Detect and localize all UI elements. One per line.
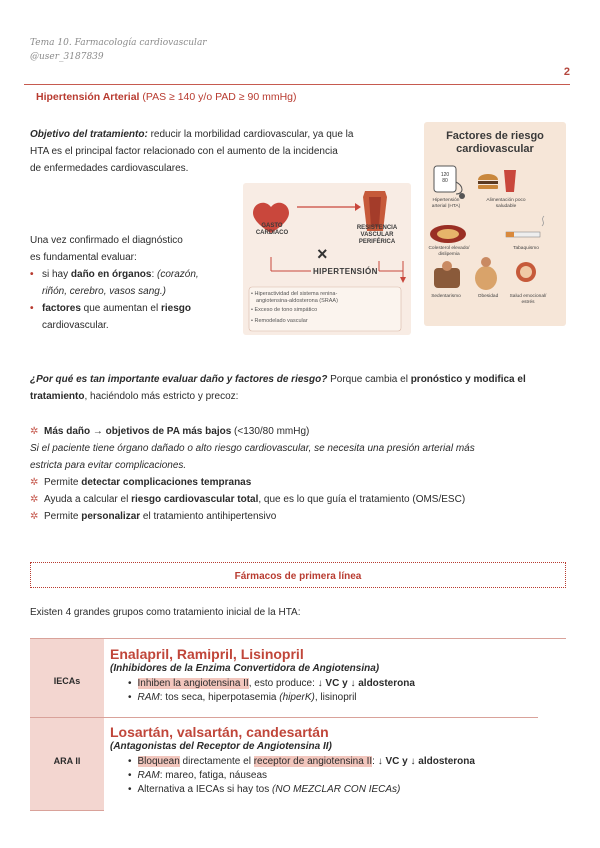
ara-b1-highlight-2: receptor de angiotensina II (253, 756, 373, 767)
d-b2-bold2: riesgo (160, 303, 191, 314)
ara-bullet-3 (110, 783, 560, 797)
ara-b1-colon: : (372, 756, 378, 767)
diagnosis-bullet-2-cont: cardiovascular. (42, 320, 109, 331)
table-row-ara (110, 724, 560, 797)
iecas-b1-bold: ↓ VC y ↓ aldosterona (317, 678, 415, 689)
section-title (36, 91, 297, 103)
risk-title-1: Factores de riesgo (446, 130, 544, 142)
resistance-label (347, 225, 407, 246)
diagnosis-block (30, 232, 245, 334)
d-b1-colon: : (151, 269, 155, 280)
ara-bullet-1 (110, 755, 560, 769)
cause-item-2: Exceso de tono simpático (254, 307, 318, 313)
star-bullet-icon: ✲ (30, 477, 39, 488)
cause-item-1: Hiperactividad del sistema renina- (254, 291, 338, 297)
p1-italic-1: Si el paciente tiene órgano dañado o alto riesgo cardiovascular, se necesita una presión arterial más (30, 443, 475, 454)
points-list (30, 423, 570, 525)
vessel-inner-icon (369, 197, 381, 227)
risk-caption-obesity: Obesidad (477, 294, 499, 299)
why-line-1 (30, 371, 570, 388)
res-label-1: RESISTENCIA (356, 225, 398, 231)
point-1-note-1 (30, 440, 570, 457)
ara-b1-bold: ↓ VC y ↓ aldosterona (377, 756, 475, 767)
point-3 (30, 491, 570, 508)
p1-bold: Más daño → objetivos de PA más bajos (44, 426, 232, 437)
star-bullet-icon: ✲ (30, 511, 39, 522)
p4-pre: Permite (44, 511, 82, 522)
star-bullet-icon: ✲ (30, 426, 39, 437)
diagnosis-line-1: Una vez confirmado el diagnóstico (30, 235, 183, 246)
objective-label: Objetivo del tratamiento: (30, 129, 148, 140)
p3-pre: Ayuda a calcular el (44, 494, 132, 505)
iecas-b2-ram: RAM (137, 692, 160, 703)
iecas-fullname: (Inhibidores de la Enzima Convertidora de Angiotensina) (110, 663, 380, 674)
d-b1-line2: riñón, cerebro, vasos sang.) (42, 286, 166, 297)
risk-caption-stress: Salud emocional/ estrés (509, 294, 547, 305)
ara-b2-rest: : mareo, fatiga, náuseas (159, 770, 268, 781)
objective-paragraph (30, 126, 410, 177)
ara-b1-highlight: Bloquean (137, 756, 180, 767)
ara-b3-italic: (NO MEZCLAR CON IECAs) (272, 784, 401, 795)
point-2 (30, 474, 570, 491)
section2-title: Fármacos de primera línea (234, 571, 362, 582)
p1-italic-2: estricta para evitar complicaciones. (30, 460, 187, 471)
why-a1: Porque cambia el (327, 374, 411, 385)
heart-label (251, 223, 293, 237)
row-label-iecas: IECAs (53, 676, 81, 686)
table-top-border (30, 638, 566, 639)
iecas-b1-highlight: Inhiben la angiotensina II (137, 678, 249, 689)
diagnosis-bullet-1 (30, 266, 245, 283)
star-bullet-icon: ✲ (30, 494, 39, 505)
p4-rest: el tratamiento antihipertensivo (140, 511, 277, 522)
risk-title-2: cardiovascular (456, 143, 534, 155)
bullet-dot-icon: • (30, 269, 34, 280)
diagnosis-bullet-2 (30, 300, 245, 317)
ara-fullname: (Antagonistas del Receptor de Angiotensina II) (110, 741, 332, 752)
bullet-dot-icon: • (128, 692, 132, 703)
ara-b2-ram: RAM (137, 770, 160, 781)
d-b2-bold: factores (42, 303, 81, 314)
section-title-bold: Hipertensión Arterial (36, 91, 140, 103)
heart-label-2: CARDIACO (255, 230, 289, 236)
p2-bold: detectar complicaciones tempranas (81, 477, 252, 488)
objective-line-2: HTA es el principal factor relacionado con el aumento de la incidencia (30, 146, 338, 157)
point-1-note-2 (30, 457, 570, 474)
d-b1-italic: (corazón, (154, 269, 199, 280)
p4-bold: personalizar (81, 511, 141, 522)
ara-b1-mid: directamente el (179, 756, 254, 767)
obesity-icon (475, 266, 497, 290)
bullet-dot-icon: • (30, 303, 34, 314)
cause-item: angiotensina-aldosterona (SRAA) (256, 298, 338, 304)
why-bold2: tratamiento (30, 391, 85, 402)
risk-caption-hta: Hipertensión arterial (HTA) (431, 198, 461, 209)
doc-user: @user_3187839 (30, 52, 104, 62)
diagnosis-bullet-1-cont (30, 283, 245, 300)
cause-item: • Hiperactividad del sistema renina- (251, 291, 338, 297)
d-b1-bold: daño en órganos (70, 269, 152, 280)
iecas-bullet-1 (110, 677, 560, 691)
res-label-2: VASCULAR (360, 232, 394, 238)
iecas-b1-rest: , esto produce: (248, 678, 318, 689)
d-b2-mid: que aumentan el (80, 303, 161, 314)
risk-caption-cholesterol: Colesterol elevado/ dislipemia (428, 246, 470, 257)
row-label-ara: ARA II (53, 756, 81, 766)
bullet-dot-icon: • (128, 678, 132, 689)
page-number: 2 (563, 66, 570, 78)
why-bold: pronóstico y modifica el (410, 374, 526, 385)
why-question: ¿Por qué es tan importante evaluar daño y factores de riesgo? (30, 374, 328, 385)
iecas-b2-hiperk: (hiperK) (279, 692, 315, 703)
hypertension-label: HIPERTENSIÓN (313, 267, 378, 276)
section2-intro: Existen 4 grandes grupos como tratamiento inicial de la HTA: (30, 607, 301, 618)
risk-factors-infographic (424, 122, 566, 326)
monitor-reading: 120 80 (440, 172, 450, 184)
hypertension-infographic (243, 183, 411, 335)
iecas-bullet-2 (110, 691, 560, 705)
why-a2: , haciéndolo más estricto y precoz: (84, 391, 239, 402)
p3-rest: , que es lo que guía el tratamiento (OMS/ESC) (258, 494, 466, 505)
cause-item-3: Remodelado vascular (254, 318, 308, 324)
ara-bullet-2 (110, 769, 560, 783)
heart-label-1: GASTO (261, 223, 283, 229)
bullet-dot-icon: • (128, 770, 132, 781)
iecas-b2-rest: : tos seca, hiperpotasemia (159, 692, 280, 703)
burger-icon (478, 174, 498, 180)
bullet-dot-icon: • (128, 784, 132, 795)
p3-bold: riesgo cardiovascular total (131, 494, 259, 505)
diagnosis-line-2: es fundamental evaluar: (30, 252, 137, 263)
doc-topic: Tema 10. Farmacología cardiovascular (30, 38, 207, 48)
p1-rest: (<130/80 mmHg) (231, 426, 310, 437)
table-bottom-border (30, 810, 104, 811)
x-mark-icon: × (317, 244, 328, 264)
bullet-dot-icon: • (128, 756, 132, 767)
why-line-2 (30, 388, 570, 405)
ara-drugs: Losartán, valsartán, candesartán (110, 724, 329, 740)
iecas-drugs: Enalapril, Ramipril, Lisinopril (110, 646, 304, 662)
table-row-divider (30, 717, 538, 718)
iecas-b2-rest2: , lisinopril (314, 692, 357, 703)
res-label-3: PERIFÉRICA (358, 239, 396, 245)
header-divider (24, 84, 570, 85)
why-paragraph (30, 371, 570, 405)
section-title-range: (PAS ≥ 140 y/o PAD ≥ 90 mmHg) (139, 91, 297, 103)
ara-b3-pre: Alternativa a IECAs si hay tos (137, 784, 273, 795)
objective-line-3: de enfermedades cardiovasculares. (30, 163, 189, 174)
arrow-head-icon (355, 203, 361, 211)
cause-item: • Exceso de tono simpático (251, 307, 318, 313)
table-row-iecas (110, 646, 560, 705)
p2-pre: Permite (44, 477, 82, 488)
risk-caption-smoking: Tabaquismo (513, 246, 539, 251)
objective-line-1 (30, 126, 410, 143)
risk-caption-diet: Alimentación poco saludable (486, 198, 526, 209)
cause-item: • Remodelado vascular (251, 318, 308, 324)
point-4 (30, 508, 570, 525)
risk-caption-sedentary: Sedentarismo (431, 294, 461, 299)
d-b1-pre: si hay (42, 269, 71, 280)
drink-icon (504, 170, 516, 192)
objective-text-1: reducir la morbilidad cardiovascular, ya que la (147, 129, 354, 140)
point-1 (30, 423, 570, 440)
